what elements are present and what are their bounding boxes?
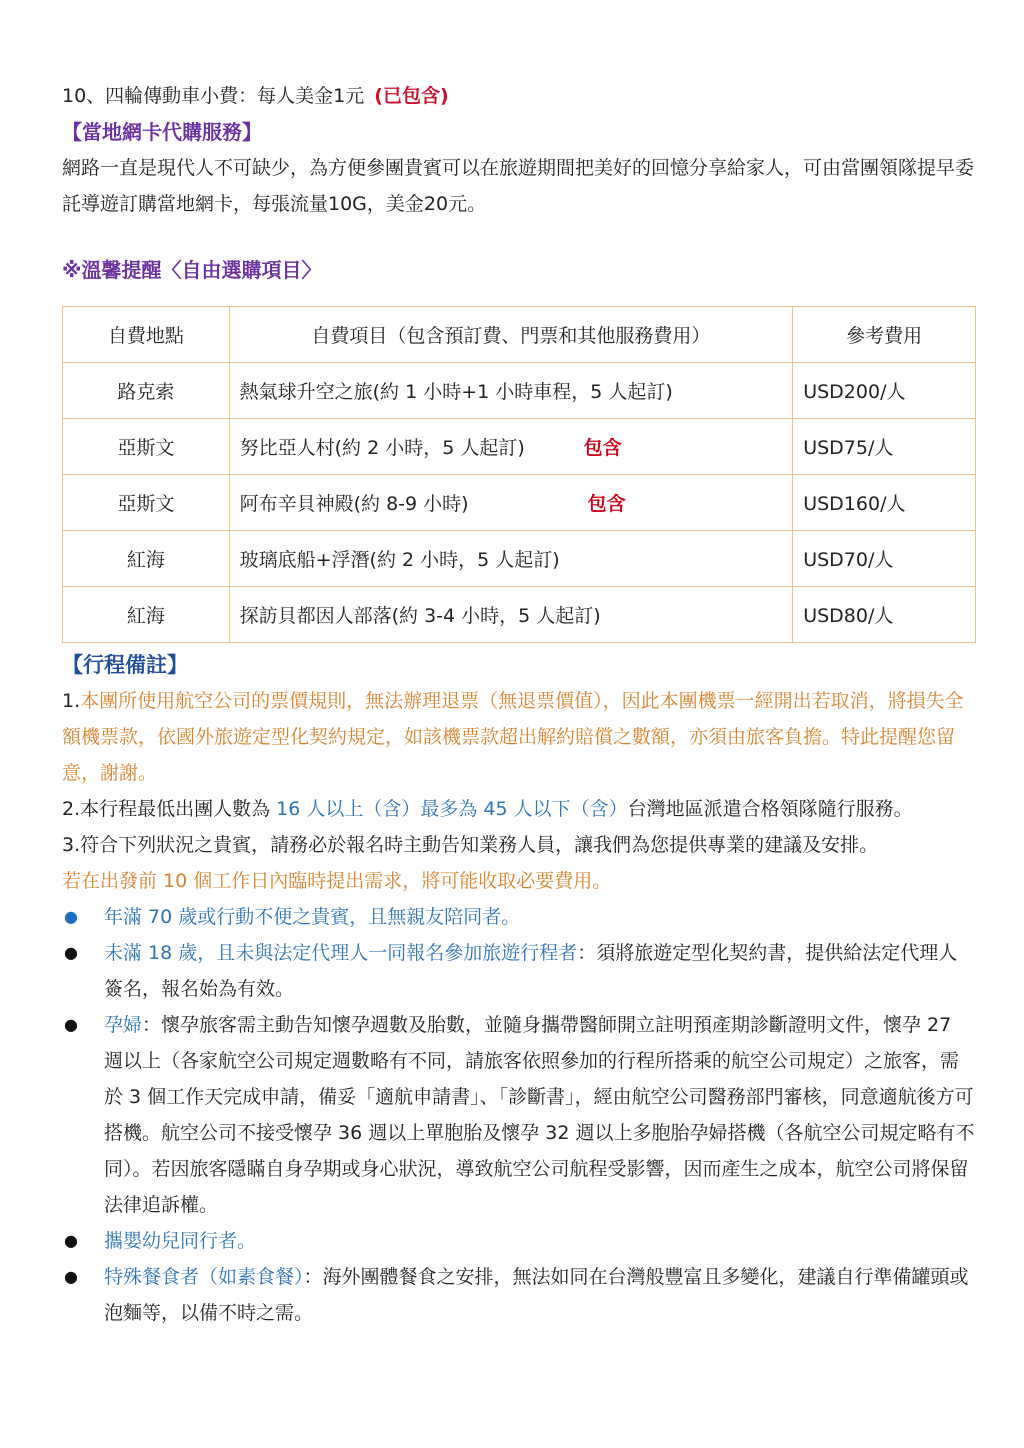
included-badge: 包含	[587, 493, 626, 515]
bullet-icon: ●	[64, 907, 78, 926]
included-badge: 包含	[583, 437, 622, 459]
note-1	[62, 683, 976, 791]
row-item-text: 熱氣球升空之旅(約 1 小時+1 小時車程，5 人起訂)	[239, 381, 673, 403]
row-price: USD160/人	[793, 475, 976, 531]
note-3: 3.符合下列狀況之貴賓，請務必於報名時主動告知業務人員，讓我們為您提供專業的建議及安排。	[62, 834, 879, 856]
row-item	[229, 363, 793, 419]
list-item	[62, 899, 976, 935]
bullet-icon: ●	[64, 943, 78, 962]
row-item	[229, 531, 793, 587]
bullet-icon: ●	[64, 1231, 78, 1250]
bullet-highlight: 攜嬰幼兒同行者。	[104, 1230, 257, 1252]
row-location: 路克索	[63, 363, 230, 419]
bullet-rest: ：海外團體餐食之安排，無法如同在台灣般豐富且多變化，建議自行準備罐頭或泡麵等，以備不時之需。	[104, 1266, 969, 1324]
bullet-icon: ●	[64, 1015, 78, 1034]
note-1-body: 本團所使用航空公司的票價規則，無法辦理退票（無退票價值），因此本團機票一經開出若取消，將損失全額機票款，依國外旅遊定型化契約規定，如該機票款超出解約賠償之數額，亦須由旅客負擔。特此提醒您留意，謝謝。	[62, 690, 964, 784]
row-item	[229, 419, 793, 475]
tip-included-label: (已包含)	[374, 85, 449, 107]
row-item	[229, 587, 793, 643]
row-item	[229, 475, 793, 531]
row-price: USD200/人	[793, 363, 976, 419]
list-item	[62, 1223, 976, 1259]
note-2	[62, 791, 976, 827]
note-1-number: 1.	[62, 690, 81, 712]
row-location: 亞斯文	[63, 475, 230, 531]
bullet-highlight: 年滿 70 歲或行動不便之貴賓，且無親友陪同者。	[104, 906, 521, 928]
bullet-highlight: 孕婦	[104, 1014, 143, 1036]
bullet-rest: ：須將旅遊定型化契約書，提供給法定代理人簽名，報名始為有效。	[104, 942, 958, 1000]
bullet-rest: ：懷孕旅客需主動告知懷孕週數及胎數，並隨身攜帶醫師開立註明預產期診斷證明文件，懷孕 27 週以上（各家航空公司規定週數略有不同，請旅客依照參加的行程所搭乘的航空公司規定）之旅客，需於 3 個工作天完成申請，備妥「適航申請書」、「診斷書」，經由航空公司醫務部門審核，同意適航後方可搭機。航空公司不接受懷孕 36 週以上單胞胎及懷孕 32 週以上多胞胎孕婦搭機（各航空公司規定略有不同）。若因旅客隱瞞自身孕期或身心狀況，導致航空公司航程受影響，因而產生之成本，航空公司將保留法律追訴權。	[104, 1014, 975, 1216]
optional-tours-table	[62, 306, 976, 643]
tip-text: 10、四輪傳動車小費：每人美金1元	[62, 85, 365, 107]
note-2-suffix: 台灣地區派遣合格領隊隨行服務。	[627, 798, 913, 820]
tip-line	[62, 78, 976, 114]
list-item	[62, 935, 976, 1007]
row-location: 紅海	[63, 587, 230, 643]
sim-service-heading: 【當地網卡代購服務】	[62, 120, 262, 144]
row-item-text: 探訪貝都因人部落(約 3-4 小時，5 人起訂)	[239, 605, 601, 627]
note-2-prefix: 2.本行程最低出團人數為	[62, 798, 277, 820]
header-item: 自費項目（包含預訂費、門票和其他服務費用）	[229, 307, 793, 363]
bullet-highlight: 特殊餐食者（如素食餐）	[104, 1266, 304, 1288]
note-2-highlight: 16 人以上（含）最多為 45 人以下（含）	[276, 798, 628, 820]
reminder-heading	[62, 252, 976, 288]
document-page	[62, 78, 976, 1331]
header-location: 自費地點	[63, 307, 230, 363]
table-header-row	[63, 307, 976, 363]
row-location: 亞斯文	[63, 419, 230, 475]
special-conditions-list	[62, 899, 976, 1331]
header-price: 參考費用	[793, 307, 976, 363]
sim-service-body: 網路一直是現代人不可缺少，為方便參團貴賓可以在旅遊期間把美好的回憶分享給家人，可由當團領隊提早委託導遊訂購當地網卡，每張流量10G，美金20元。	[62, 157, 975, 215]
bullet-icon: ●	[64, 1267, 78, 1286]
row-price: USD80/人	[793, 587, 976, 643]
table-row	[63, 531, 976, 587]
row-item-text: 努比亞人村(約 2 小時，5 人起訂)	[239, 437, 525, 459]
row-price: USD75/人	[793, 419, 976, 475]
note-3-fee: 若在出發前 10 個工作日內臨時提出需求，將可能收取必要費用。	[62, 870, 612, 892]
row-price: USD70/人	[793, 531, 976, 587]
table-row	[63, 587, 976, 643]
reminder-heading-text: ※溫馨提醒〈自由選購項目〉	[62, 258, 322, 282]
list-item	[62, 1259, 976, 1331]
row-item-text: 玻璃底船+浮潛(約 2 小時，5 人起訂)	[239, 549, 560, 571]
bullet-highlight: 未滿 18 歲，且未與法定代理人一同報名參加旅遊行程者	[104, 942, 578, 964]
row-location: 紅海	[63, 531, 230, 587]
itinerary-notes-heading: 【行程備註】	[62, 653, 188, 677]
table-row	[63, 419, 976, 475]
table-row	[63, 363, 976, 419]
row-item-text: 阿布辛貝神殿(約 8-9 小時)	[239, 493, 469, 515]
table-row	[63, 475, 976, 531]
list-item	[62, 1007, 976, 1223]
